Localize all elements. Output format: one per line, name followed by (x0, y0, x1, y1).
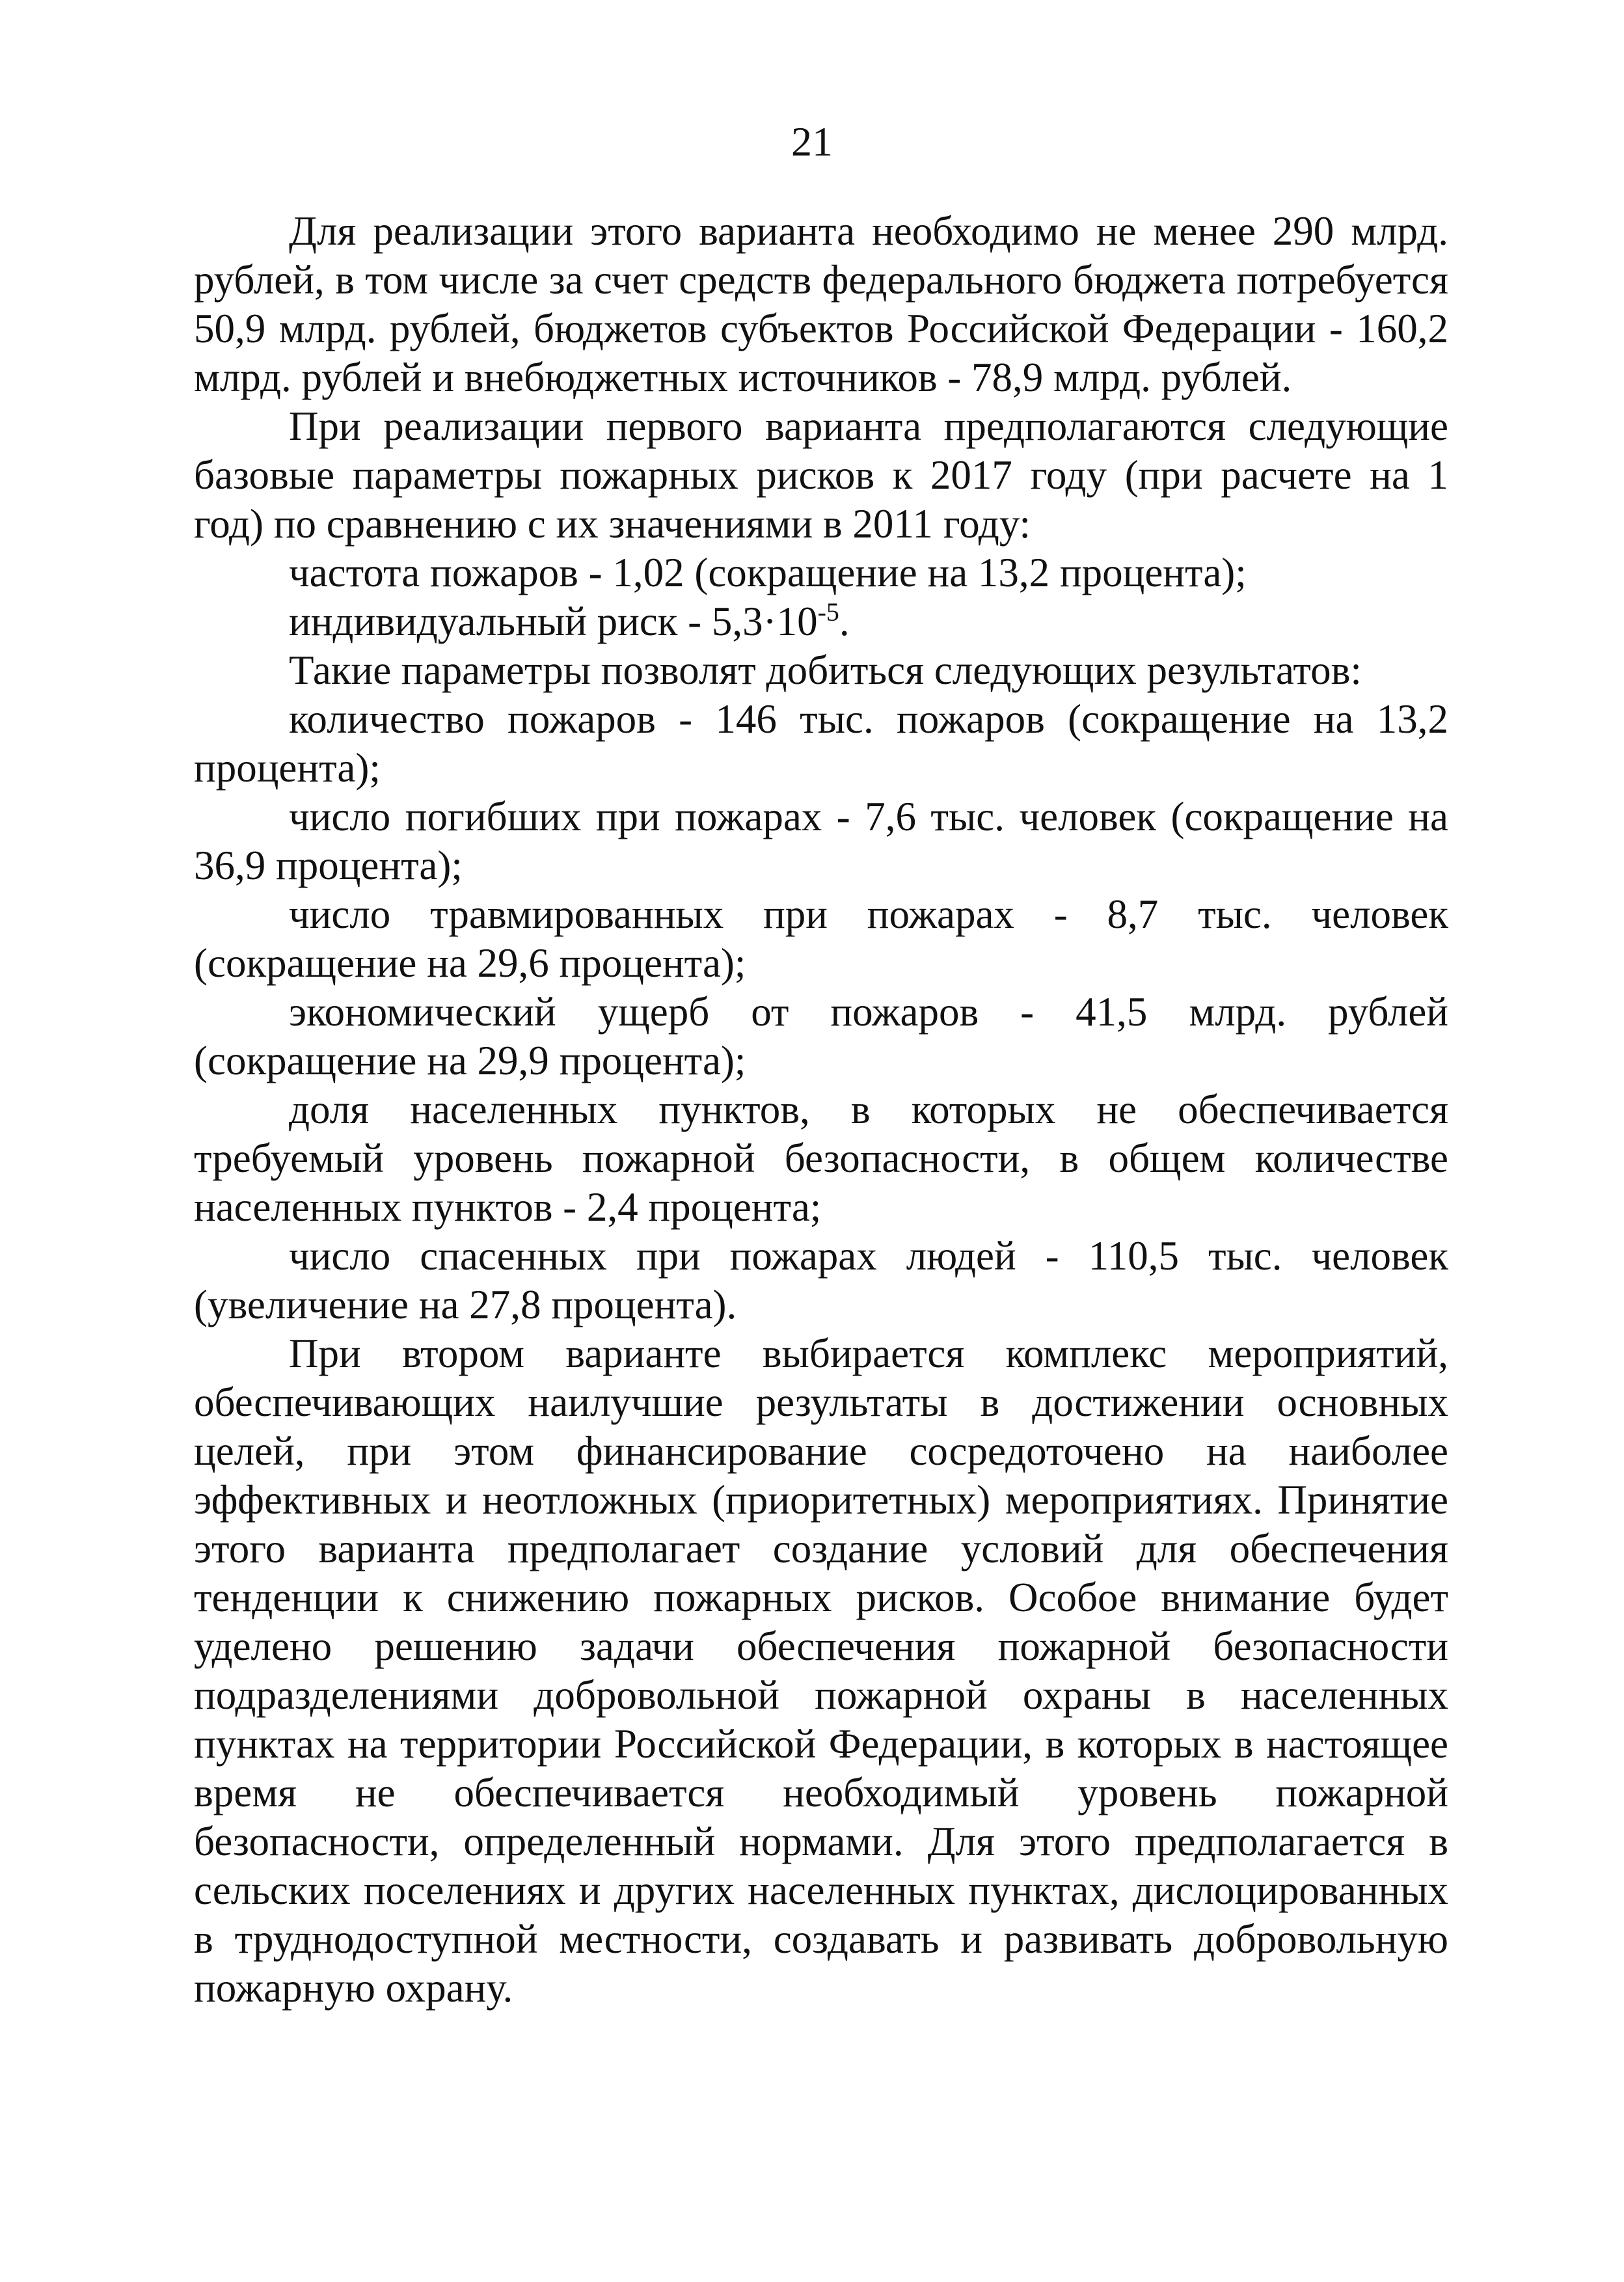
paragraph-economic-damage: экономический ущерб от пожаров - 41,5 млрд. рублей (сокращение на 29,9 процента); (194, 989, 1448, 1083)
paragraph-rescued: число спасенных при пожарах людей - 110,5 тыс. человек (увеличение на 27,8 процента). (194, 1233, 1448, 1327)
individual-risk-value: индивидуальный риск - 5,3·10 (289, 599, 818, 644)
paragraph-individual-risk (194, 597, 1448, 646)
individual-risk-suffix: . (839, 599, 850, 644)
individual-risk-exponent: -5 (817, 597, 839, 627)
paragraph-deaths: число погибших при пожарах - 7,6 тыс. человек (сокращение на 36,9 процента); (194, 794, 1448, 888)
paragraph-fire-count: количество пожаров - 146 тыс. пожаров (сокращение на 13,2 процента); (194, 696, 1448, 791)
paragraph-funding: Для реализации этого варианта необходимо не менее 290 млрд. рублей, в том числе за счет средств федерального бюджета потребуется 50,9 млрд. рублей, бюджетов субъектов Российской Федерации - 160,2 млрд. рублей и внебюджетных источников - 78,9 млрд. рублей. (194, 208, 1448, 400)
paragraph-results-intro: Такие параметры позволят добиться следующих результатов: (289, 647, 1362, 693)
paragraph-second-variant: При втором варианте выбирается комплекс мероприятий, обеспечивающих наилучшие результаты в достижении основных целей, при этом финансирование сосредоточено на наиболее эффективных и неотложных (приоритетных) мероприятиях. Принятие этого варианта предполагает создание условий для обеспечения тенденции к снижению пожарных рисков. Особое внимание будет уделено решению задачи обеспечения пожарной безопасности подразделениями добровольной пожарной охраны в населенных пунктах на территории Российской Федерации, в которых в настоящее время не обеспечивается необходимый уровень пожарной безопасности, определенный нормами. Для этого предполагается в сельских поселениях и других населенных пунктах, дислоцированных в труднодоступной местности, создавать и развивать добровольную пожарную охрану. (194, 1331, 1448, 2011)
page-number: 21 (791, 118, 833, 165)
paragraph-injuries: число травмированных при пожарах - 8,7 тыс. человек (сокращение на 29,6 процента); (194, 891, 1448, 986)
paragraph-first-variant: При реализации первого варианта предполагаются следующие базовые параметры пожарных рисков к 2017 году (при расчете на 1 год) по сравнению с их значениями в 2011 году: (194, 403, 1448, 547)
paragraph-settlements-share: доля населенных пунктов, в которых не обеспечивается требуемый уровень пожарной безопасности, в общем количестве населенных пунктов - 2,4 процента; (194, 1087, 1448, 1230)
document-body (194, 207, 1448, 2013)
paragraph-fire-frequency: частота пожаров - 1,02 (сокращение на 13,2 процента); (289, 550, 1247, 595)
